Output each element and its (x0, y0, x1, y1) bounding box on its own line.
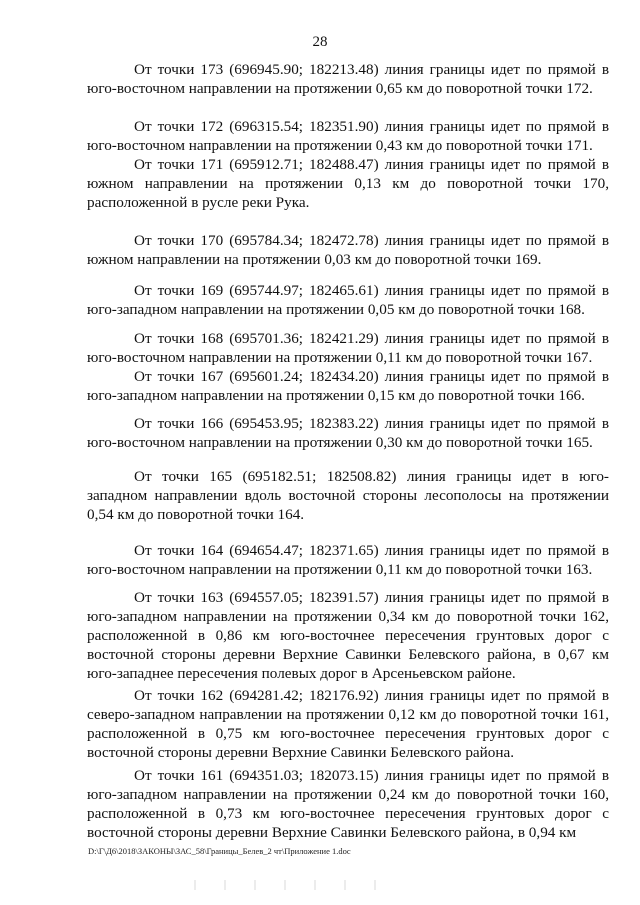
paragraph-point-164: От точки 164 (694654.47; 182371.65) линия границы идет по прямой в юго-восточном направлении на протяжении 0,11 км до поворотной точки 163. (87, 542, 609, 578)
paragraph-point-169: От точки 169 (695744.97; 182465.61) линия границы идет по прямой в юго-западном направлении на протяжении 0,05 км до поворотной точки 168. (87, 282, 609, 318)
paragraph-point-173: От точки 173 (696945.90; 182213.48) линия границы идет по прямой в юго-восточном направлении на протяжении 0,65 км до поворотной точки 172. (87, 61, 609, 97)
paragraph-point-166: От точки 166 (695453.95; 182383.22) линия границы идет по прямой в юго-восточном направлении на протяжении 0,30 км до поворотной точки 165. (87, 415, 609, 451)
paragraph-point-168: От точки 168 (695701.36; 182421.29) линия границы идет по прямой в юго-восточном направлении на протяжении 0,11 км до поворотной точки 167. (87, 330, 609, 366)
paragraph-point-167: От точки 167 (695601.24; 182434.20) линия границы идет по прямой в юго-западном направлении на протяжении 0,15 км до поворотной точки 166. (87, 368, 609, 404)
paragraph-point-172: От точки 172 (696315.54; 182351.90) линия границы идет по прямой в юго-восточном направлении на протяжении 0,43 км до поворотной точки 171. (87, 118, 609, 154)
paragraph-point-170: От точки 170 (695784.34; 182472.78) линия границы идет по прямой в южном направлении на протяжении 0,03 км до поворотной точки 169. (87, 232, 609, 268)
paragraph-point-161: От точки 161 (694351.03; 182073.15) линия границы идет по прямой в юго-западном направлении на протяжении 0,24 км до поворотной точки 160, расположенной в 0,73 км юго-восточнее пересечения грунтовых дорог с восточной стороны деревни Верхние Савинки Белевского района, в 0,94 км (87, 767, 609, 841)
file-path-footer: D:\Г\Д6\2018\ЗАКОНЫ\ЗАС_58\Границы_Белев_2 чт\Приложение 1.doc (88, 846, 351, 856)
paragraph-point-165: От точки 165 (695182.51; 182508.82) линия границы идет в юго-западном направлении вдоль восточной стороны лесополосы на протяжении 0,54 км до поворотной точки 164. (87, 468, 609, 523)
page-number: 28 (312, 34, 328, 50)
scan-artifact (180, 880, 400, 890)
paragraph-point-162: От точки 162 (694281.42; 182176.92) линия границы идет по прямой в северо-западном направлении на протяжении 0,12 км до поворотной точки 161, расположенной в 0,75 км юго-восточнее пересечения грунтовых дорог с восточной стороны деревни Верхние Савинки Белевского района. (87, 687, 609, 761)
paragraph-point-163: От точки 163 (694557.05; 182391.57) линия границы идет по прямой в юго-западном направлении на протяжении 0,34 км до поворотной точки 162, расположенной в 0,86 км юго-восточнее пересечения грунтовых дорог с восточной стороны деревни Верхние Савинки Белевского района, в 0,67 км юго-западнее пересечения полевых дорог в Арсеньевском районе. (87, 589, 609, 682)
paragraph-point-171: От точки 171 (695912.71; 182488.47) линия границы идет по прямой в южном направлении на протяжении 0,13 км до поворотной точки 170, расположенной в русле реки Рука. (87, 156, 609, 211)
